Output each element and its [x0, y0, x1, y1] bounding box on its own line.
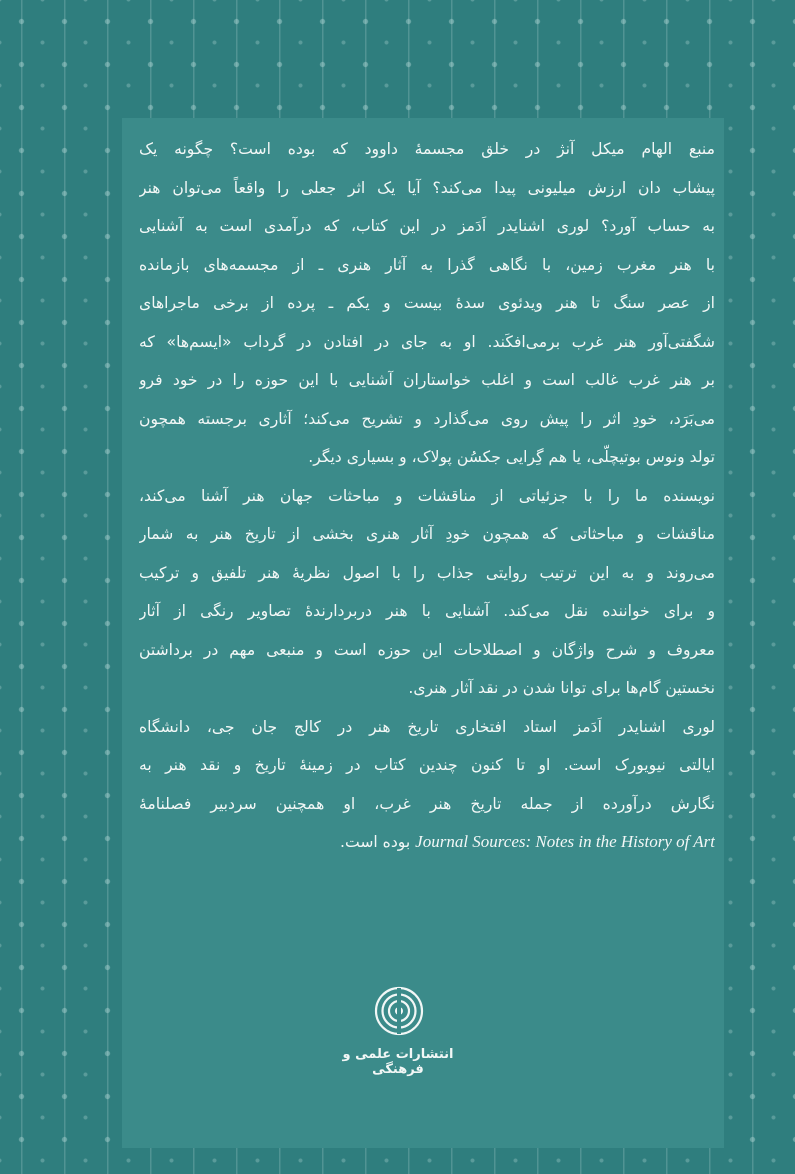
text-line: می‌روند و به این ترتیب روایتی جذاب را با اصول نظریهٔ هنر تلفیق و ترکیب [139, 563, 715, 582]
text-line: با هنر مغرب زمین، با نگاهی گذرا به آثار هنری ـ از مجسمه‌های بازمانده [139, 255, 715, 274]
text-line: ایالتی نیویورک است. او تا کنون چندین کتاب در زمینهٔ تاریخ و نقد هنر به [139, 756, 715, 774]
publisher-logo-icon [374, 986, 424, 1036]
text-line: منبع الهام میکل آنژ در خلق مجسمهٔ داوود که بوده است؟ چگونه یک [139, 140, 715, 158]
journal-name: Journal Sources: Notes in the History of Art [415, 832, 715, 851]
back-cover-text [139, 130, 715, 862]
text-line: مناقشات و مباحثاتی که همچون خودِ آثار هنری بخشی از تاریخ هنر به شمار [139, 525, 715, 543]
text-line: نگارش درآورده از جمله تاریخ هنر غرب، او همچنین سردبیر فصلنامهٔ [139, 794, 715, 813]
text-line: معروف و شرح واژگان و اصطلاحات این حوزه است و منبعی مهم در برداشتن [139, 640, 715, 659]
text-line: پیشاب دان ارزش میلیونی پیدا می‌کند؟ آیا یک اثر جعلی را واقعاً می‌توان هنر [139, 178, 715, 197]
text-line: از عصر سنگ تا هنر ویدئوی سدهٔ بیست و یکم ـ پرده از برخی ماجراهای [139, 294, 715, 312]
text-line: بر هنر غرب غالب است و اغلب خواستاران آشنایی با این حوزه را در خود فرو [139, 371, 715, 389]
journal-line [139, 823, 715, 862]
closing-text: بوده است. [340, 833, 411, 851]
text-line: لوری اشنایدر اَدَمز استاد افتخاری تاریخ هنر در کالج جان جی، دانشگاه [139, 717, 715, 736]
text-line: می‌بَرَد، خودِ اثر را پیش روی می‌گذارد و تشریح می‌کند؛ آثاری برجسته همچون [139, 409, 715, 428]
text-line: نویسنده ما را با جزئیاتی از مناقشات و مباحثات جهان هنر آشنا می‌کند، [139, 486, 715, 505]
text-line: شگفتی‌آور هنر غرب برمی‌افکَند. او به جای در افتادن در گرداب «ایسم‌ها» که [139, 332, 715, 351]
publisher-name: انتشارات علمی و فرهنگی [342, 1047, 454, 1077]
text-line: نخستین گام‌ها برای توانا شدن در نقد آثار هنری. [408, 679, 715, 697]
text-line: به حساب آورد؟ لوری اشنایدر اَدَمز در این کتاب، که درآمدی است به آشنایی [139, 217, 715, 235]
text-line: و برای خواننده نقل می‌کند. آشنایی با هنر دربردارندهٔ تصاویر رنگی از آثار [139, 602, 715, 620]
text-line: تولد ونوس بوتیچلّی، یا هم گِرایی جکسُن پولاک، و بسیاری دیگر. [308, 448, 715, 466]
